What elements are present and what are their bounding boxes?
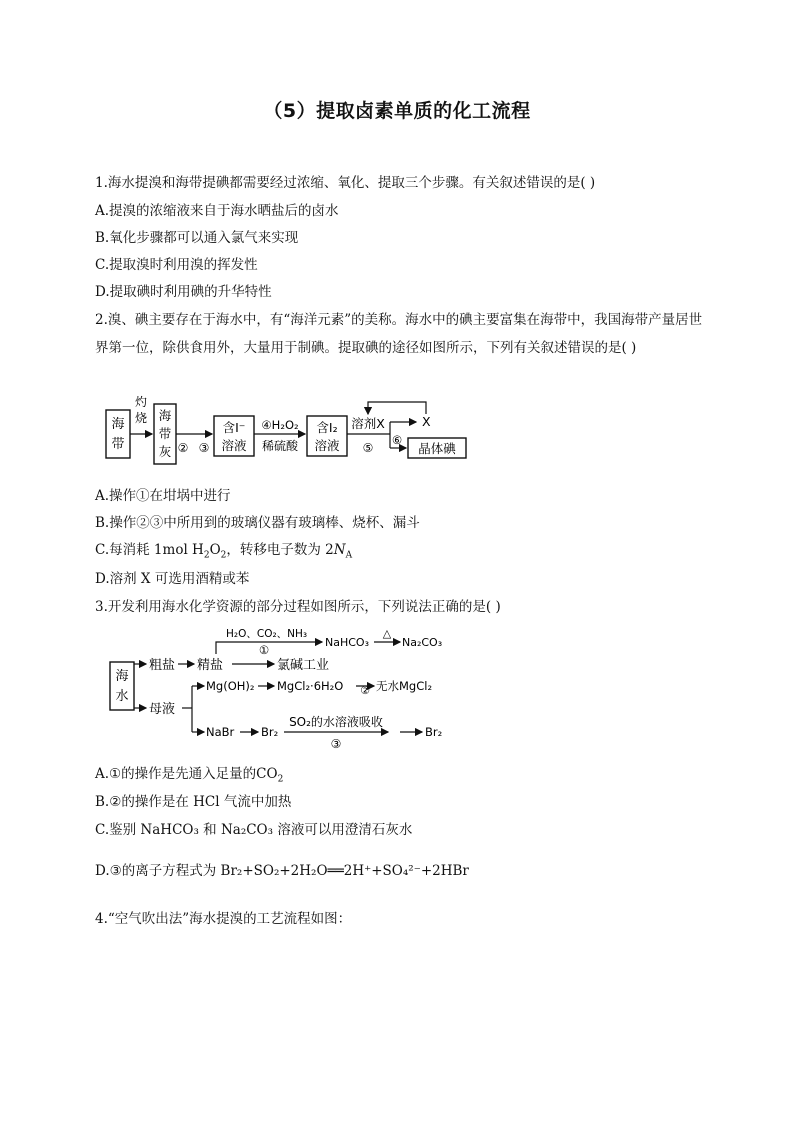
q1-stem: 1.海水提溴和海带提碘都需要经过浓缩、氧化、提取三个步骤。有关叙述错误的是( ) (95, 175, 596, 191)
q3-option-a: A.①的操作是先通入足量的$CO_2$ (95, 766, 284, 785)
box4-bottom: 溶液 (314, 438, 340, 453)
q1-option-a: A.提溴的浓缩液来自于海水晒盐后的卤水 (95, 203, 339, 219)
q2-option-c: C.每消耗 1mol $H_2O_2$，转移电子数为 $2N_A$ (95, 542, 353, 561)
page-title: （5）提取卤素单质的化工流程 (263, 100, 531, 122)
box-kelp-char1: 海 (111, 417, 125, 432)
step1-char2: 烧 (134, 411, 148, 425)
box-kelp-char2: 带 (111, 437, 125, 452)
mother-liquor: 母液 (149, 702, 176, 717)
q2-option-a: A.操作①在坩埚中进行 (95, 488, 231, 504)
box-ash-char1: 海 (158, 408, 172, 423)
q3-stem: 3.开发利用海水化学资源的部分过程如图所示，下列说法正确的是( ) (95, 599, 501, 615)
seawater-char1: 海 (115, 669, 129, 684)
anhydrous-mgcl2: 无水MgCl₂ (376, 679, 433, 693)
step4-bottom: 稀硫酸 (261, 439, 299, 453)
q2-option-b: B.操作②③中所用到的玻璃仪器有玻璃棒、烧杯、漏斗 (95, 515, 420, 531)
q2-option-d: D.溶剂 X 可选用酒精或苯 (95, 571, 250, 587)
step5-label: ⑤ (362, 441, 374, 455)
box3-top: 含I⁻ (222, 420, 246, 435)
q3-option-b: B.②的操作是在 HCl 气流中加热 (95, 794, 292, 810)
crude-salt: 粗盐 (149, 658, 176, 673)
q1-option-d: D.提取碘时利用碘的升华特性 (95, 284, 272, 300)
solvent-label: 溶剂X (351, 416, 385, 431)
q4-stem: 4.“空气吹出法”海水提溴的工艺流程如图： (95, 911, 352, 927)
so2-absorption: SO₂的水溶液吸收 (289, 715, 383, 729)
q3-option-d: D.③的离子方程式为 Br₂+SO₂+2H₂O══2H⁺+SO₄²⁻+2HBr (95, 863, 469, 879)
recycle-x: X (422, 414, 431, 429)
chlor-alkali: 氯碱工业 (277, 658, 330, 673)
q3-step3: ③ (330, 737, 342, 751)
nabr: NaBr (206, 725, 235, 739)
heat-symbol: △ (382, 627, 392, 640)
q1-option-b: B.氧化步骤都可以通入氯气来实现 (95, 230, 299, 246)
refined-salt: 精盐 (197, 658, 224, 673)
seawater-char2: 水 (115, 689, 129, 704)
box3-bottom: 溶液 (221, 438, 247, 453)
step4-top: ④H₂O₂ (261, 418, 299, 432)
box-ash-char3: 灰 (158, 444, 172, 459)
nahco3: NaHCO₃ (325, 636, 369, 649)
q3-step1: ① (258, 643, 270, 657)
step6-label: ⑥ (391, 433, 403, 447)
q2-stem: 2.溴、碘主要存在于海水中，有“海洋元素”的美称。海水中的碘主要富集在海带中，我国海带产量居世界第一位，除供食用外，大量用于制碘。提取碘的途径如图所示，下列有关叙述错误的是( ) (95, 312, 703, 356)
br2-first: Br₂ (261, 725, 279, 739)
iodine-extraction-flowchart (100, 392, 480, 470)
step3-label: ③ (198, 441, 210, 455)
mgcl2-hydrate: MgCl₂·6H₂O (277, 679, 344, 693)
q1-option-c: C.提取溴时利用溴的挥发性 (95, 257, 258, 273)
product-label: 晶体碘 (418, 441, 456, 456)
box4-top: 含I₂ (316, 420, 338, 435)
br2-final: Br₂ (425, 725, 443, 739)
step1-char1: 灼 (134, 395, 148, 409)
na2co3: Na₂CO₃ (402, 636, 443, 649)
mg-hydroxide: Mg(OH)₂ (206, 679, 255, 693)
q3-option-c: C.鉴别 NaHCO₃ 和 Na₂CO₃ 溶液可以用澄清石灰水 (95, 822, 413, 838)
box-ash-char2: 带 (158, 426, 172, 441)
seawater-resources-flowchart (104, 622, 454, 752)
step2-label: ② (177, 441, 189, 455)
q3-step2: ② (360, 684, 370, 697)
reagents: H₂O、CO₂、NH₃ (226, 628, 308, 640)
